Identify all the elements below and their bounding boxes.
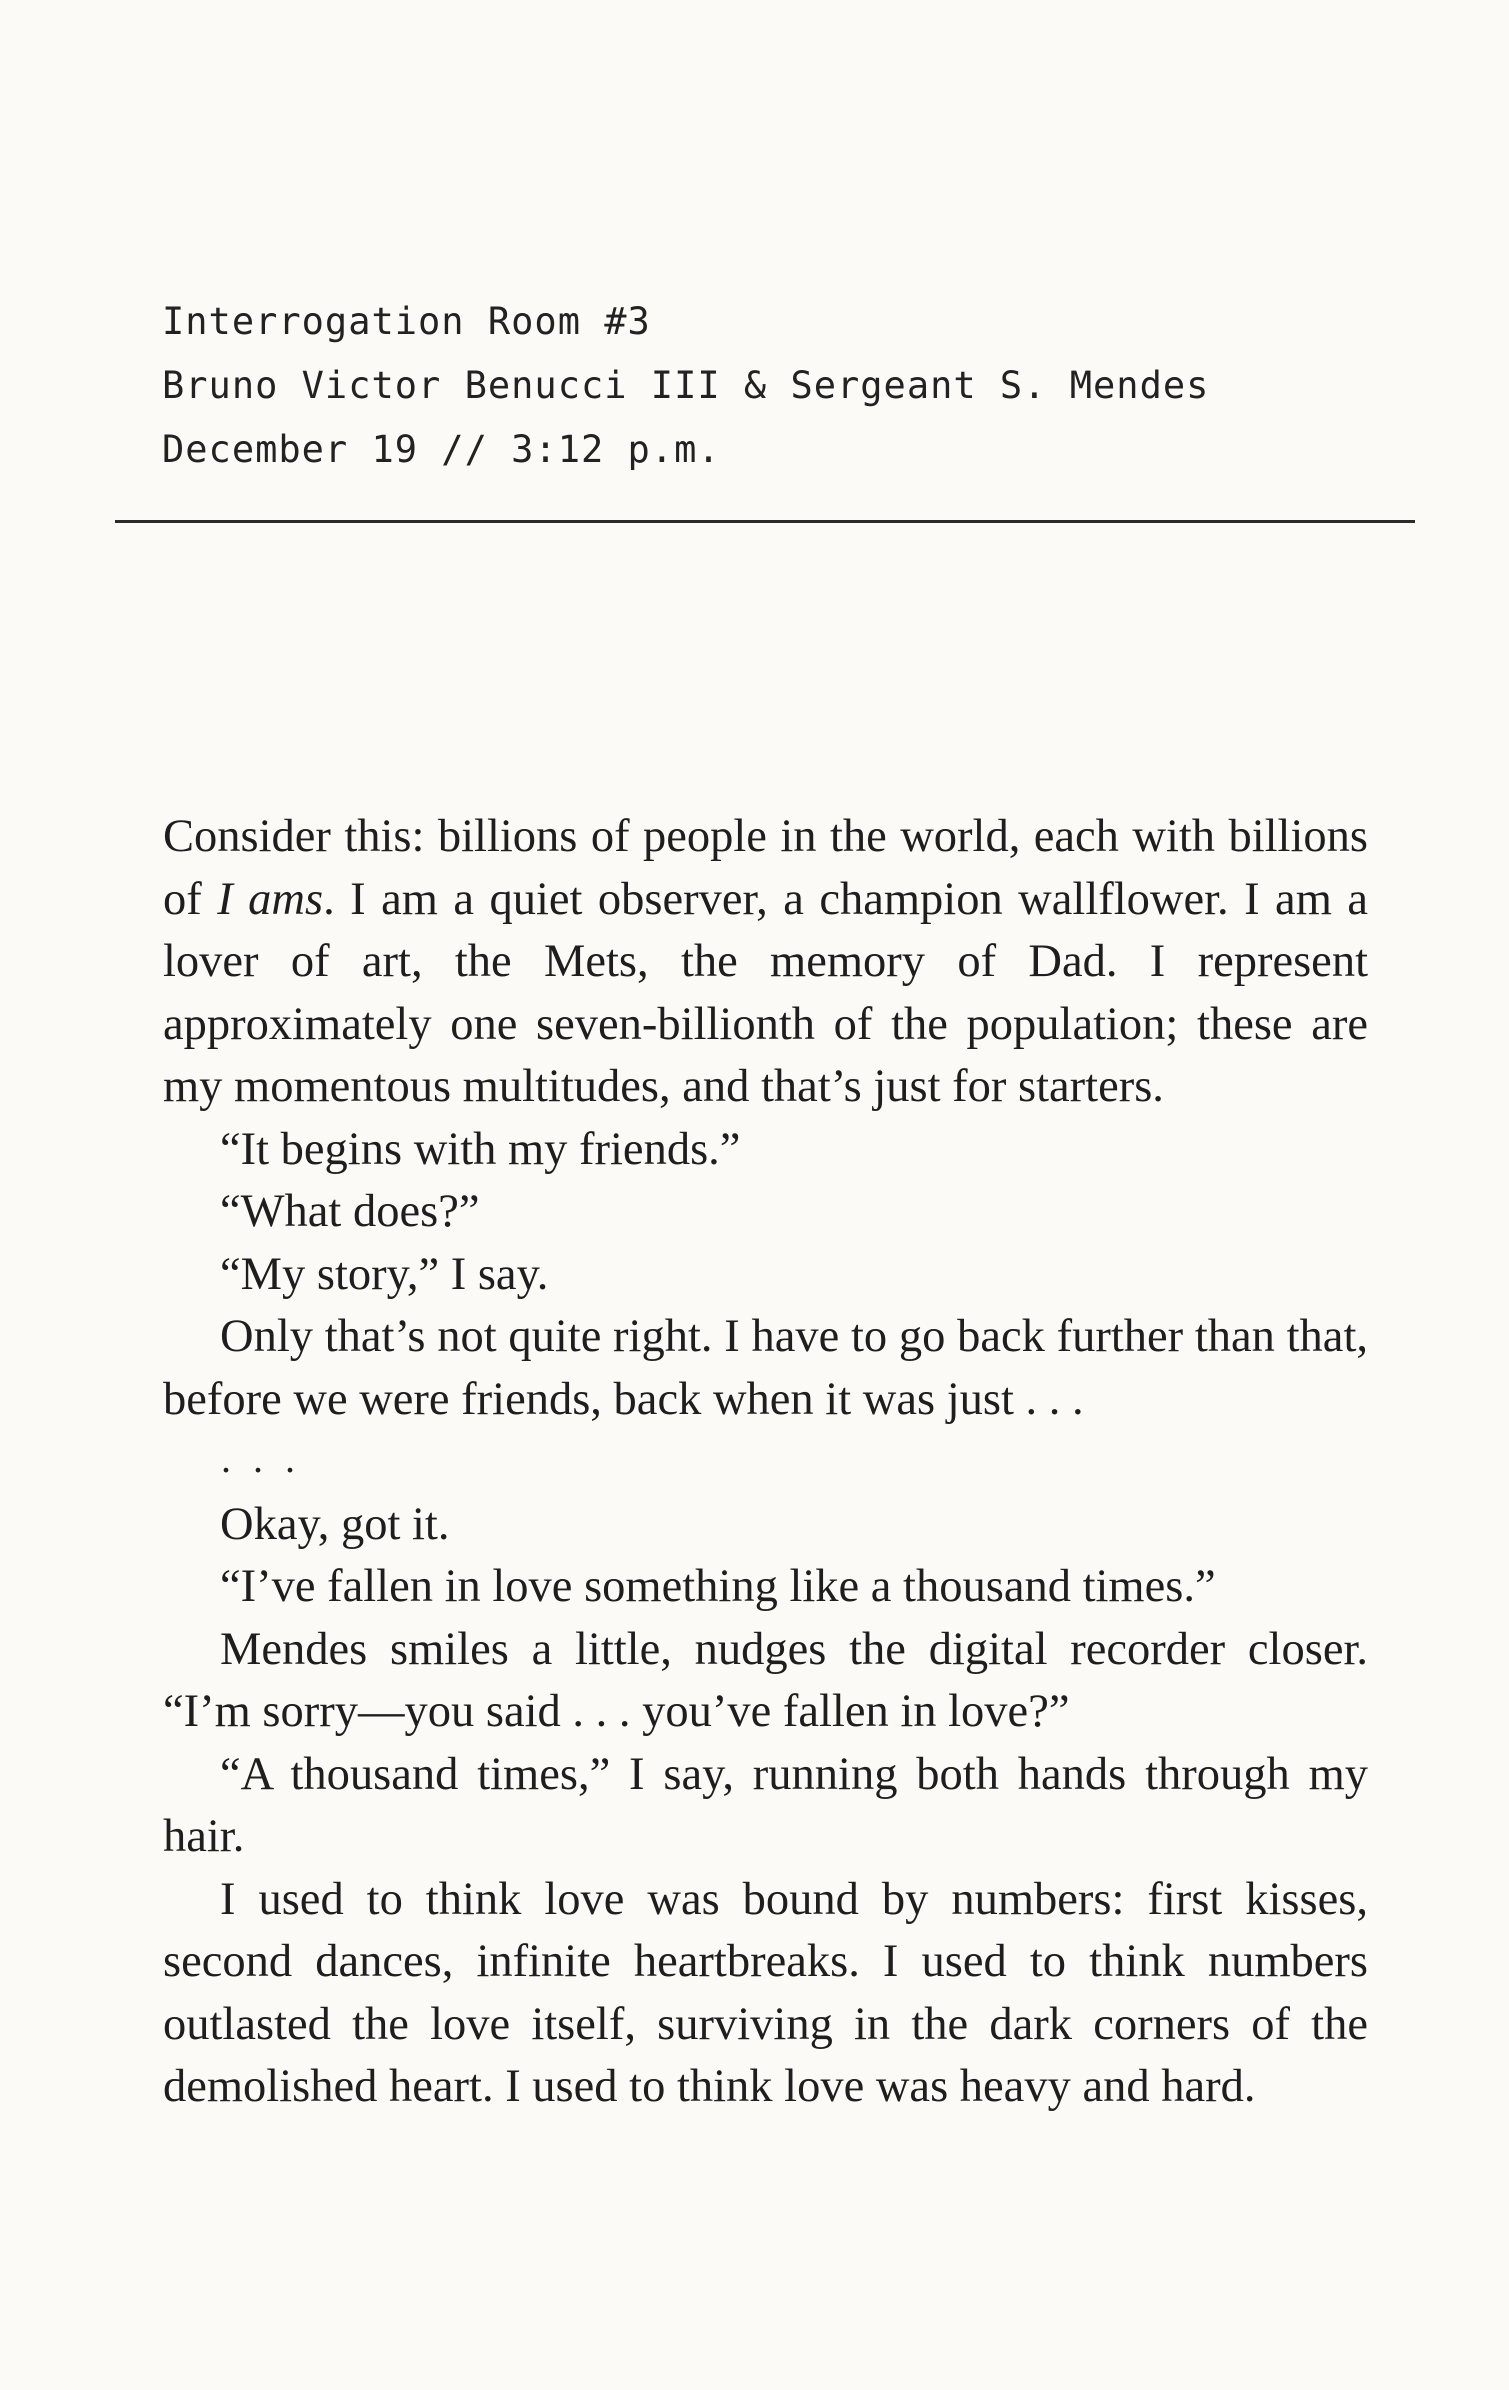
paragraph-text: Consider this: billions of people in the world, each with billions of	[163, 811, 1368, 925]
paragraph: “I’ve fallen in love something like a thousand times.”	[220, 1561, 1216, 1612]
paragraph-opening	[163, 806, 1368, 1119]
paragraph-text: . I am a quiet observer, a champion wallflower. I am a lover of art, the Mets, the memory of Dad. I represent approximately one seven-billionth of the population; these are my momentous multitudes, and that’s just for starters.	[163, 873, 1368, 1112]
body-text	[163, 806, 1368, 2119]
paragraph: “A thousand times,” I say, running both hands through my hair.	[163, 1748, 1368, 1862]
emphasis-text: I ams	[217, 873, 324, 925]
paragraph: Only that’s not quite right. I have to go back further than that, before we were friends, back when it was just . . .	[163, 1311, 1368, 1425]
paragraph: “It begins with my friends.”	[220, 1123, 741, 1175]
header-datetime: December 19 // 3:12 p.m.	[162, 428, 721, 471]
document-header	[162, 290, 1412, 482]
header-participants: Bruno Victor Benucci III & Sergeant S. Mendes	[162, 364, 1210, 407]
ellipsis-paragraph: . . .	[221, 1436, 301, 1481]
paragraph: “My story,” I say.	[220, 1248, 549, 1300]
header-divider	[115, 520, 1415, 523]
paragraph: “What does?”	[220, 1186, 480, 1237]
paragraph: I used to think love was bound by numbers: first kisses, second dances, infinite heartbreaks. I used to think numbers outlasted the love itself, surviving in the dark corners of the demolished heart. I used to think love was heavy and hard.	[163, 1873, 1368, 2112]
header-location: Interrogation Room #3	[162, 300, 651, 343]
paragraph: Okay, got it.	[220, 1498, 450, 1550]
paragraph: Mendes smiles a little, nudges the digital recorder closer. “I’m sorry—you said . . . you’ve fallen in love?”	[163, 1623, 1368, 1737]
